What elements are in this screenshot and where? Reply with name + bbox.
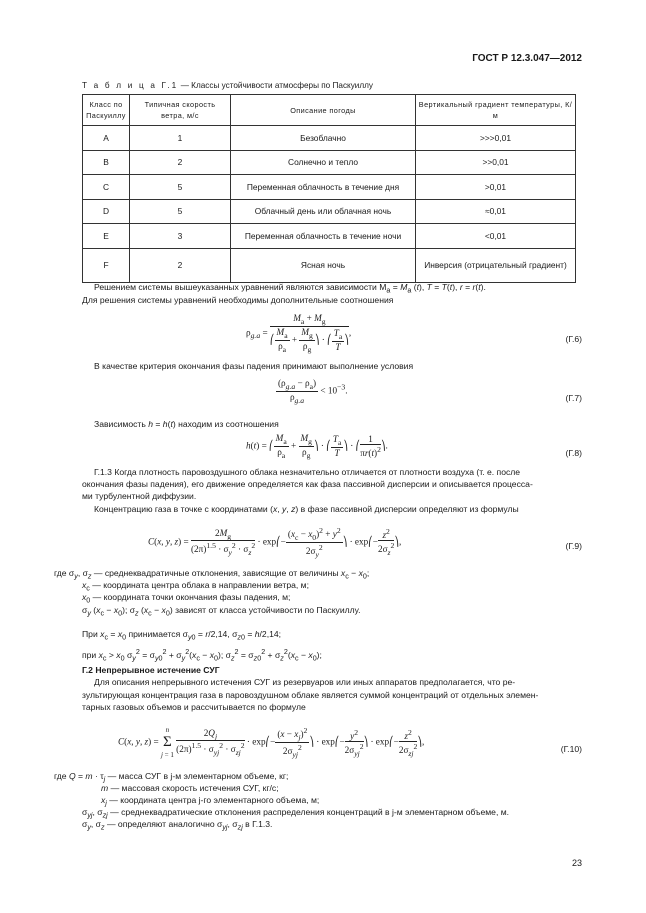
paragraph-continuous-2: зультирующая концентрация газа в паровоздушном облаке является суммой концентраций от отдельных элемен- [82, 690, 539, 700]
table-caption: Т а б л и ц а Г.1 — Классы устойчивости атмосферы по Паскуиллу [82, 81, 374, 90]
table-row: A 1 Безоблачно >>>0,01 [83, 126, 576, 151]
paragraph-g13-line3: ми турбулентной диффузии. [82, 491, 197, 501]
paragraph-height: Зависимость h = h(t) находим из соотношения [94, 419, 279, 429]
table-row: B 2 Солнечно и тепло >>0,01 [83, 150, 576, 175]
def-m: m — массовая скорость истечения СУГ, кг/с; [101, 783, 279, 793]
paragraph-g13-line2: окончания фазы падения), его движение определяется как фаза пассивной дисперсии и описывается процесса- [82, 479, 533, 489]
def-q: где $Q = m \cdot \tau_j$ — масса СУГ в j-м элементарном объеме, кг; [54, 771, 289, 784]
equation-g7: $\frac{(\rho_{g.a} - \rho_a)}{\rho_{g.a}}$ < $10^{-3}$. [278, 378, 348, 405]
where-x0: $x_0$ — координата точки окончания фазы падения, м; [82, 592, 291, 605]
def-sigma: $\sigma_{yj}$, $\sigma_{zj}$ — среднеквадратические отклонения распределения концентраций в j-м элементарном объеме, м. [82, 807, 510, 820]
paragraph-relations: Для решения системы уравнений необходимы дополнительные соотношения [82, 295, 394, 305]
section-heading: Г.2 Непрерывное истечение СУГ [82, 665, 220, 675]
table-row: C 5 Переменная облачность в течение дня >0,01 [83, 175, 576, 200]
paragraph-continuous-3: тарных газовых объемов и рассчитывается по формуле [82, 702, 306, 712]
col-header-gradient: Вертикальный градиент температуры, К/м [416, 95, 576, 126]
equation-number: (Г.9) [565, 541, 582, 551]
equation-number: (Г.8) [565, 448, 582, 458]
col-header-weather: Описание погоды [231, 95, 416, 126]
where-sigma: где $\sigma_y$, $\sigma_z$ — среднеквадратичные отклонения, зависящие от величины $x_c - x_0$; [54, 568, 370, 581]
col-header-wind: Типичная скорость ветра, м/с [130, 95, 231, 126]
paragraph-continuous-1: Для описания непрерывного истечения СУГ из резервуаров или иных аппаратов предполагается, что ре- [94, 677, 516, 687]
equation-g6: $\rho_{g.a}$ = $M_a + M_g$ ⎛ $\frac{M_a}{\rho_a}$ + $\frac{M_g}{\rho_g}$ ⎞ · ⎛ $\frac{T_a}{T}$ ⎞ , [246, 313, 352, 354]
equation-g10: C(x, y, z) = n Σ j = 1 $\frac{2Q_j}{(2\pi)^{1.5} \cdot \sigma_{yj}^2 \cdot \sigma_{zj}^2}$ · exp⎛− $\frac{(x - x_j)^2}{2\sigma_{yj}^2}$ ⎞ · exp⎛− $\frac{y^2}{2\sigma_{yj}^2}$ ⎞ · exp⎛− $\frac{z^2}{2\sigma_{zj}^2}$ ⎞, [118, 726, 425, 759]
col-header-class: Класс по Паскуиллу [83, 95, 130, 126]
where-xc: $x_c$ — координата центра облака в направлении ветра, м; [82, 580, 309, 593]
condition-eq: При $x_c = x_0$ принимается $\sigma_{y0} = r/2,14$, $\sigma_{z0} = h/2,14$; [82, 629, 282, 642]
equation-number: (Г.7) [565, 393, 582, 403]
paragraph-concentration: Концентрацию газа в точке с координатами (x, y, z) в фазе пассивной дисперсии определяют из формулы [94, 504, 519, 514]
pasquill-table [82, 94, 576, 283]
page-number: 23 [571, 858, 582, 868]
paragraph-criterion: В качестве критерия окончания фазы падения принимают выполнение условия [94, 361, 414, 371]
equation-number: (Г.10) [560, 744, 582, 754]
document-id: ГОСТ Р 12.3.047—2012 [472, 53, 582, 64]
table-row: E 3 Переменная облачность в течение ночи <0,01 [83, 224, 576, 249]
where-pasquill: $\sigma_y$ $(x_c - x_0)$; $\sigma_z$ $(x_c - x_0)$ зависят от класса устойчивости по Паскуиллу. [82, 605, 361, 618]
equation-number: (Г.6) [565, 334, 582, 344]
paragraph-solution: Решением системы вышеуказанных уравнений являются зависимости $M_a = M_a$ (t), T = T(t), r = r(t). [94, 282, 486, 295]
equation-g8: h(t) = ⎛ $\frac{M_a}{\rho_a}$ + $\frac{M_g}{\rho_g}$ ⎞ · ⎛ $\frac{T_a}{T}$ ⎞ · ⎛ $\frac{1}{\pi r(t)^2}$ ⎞. [246, 433, 388, 460]
equation-g9: C(x, y, z) = $\frac{2M_g}{(2\pi)^{1.5} \cdot \sigma_y^2 \cdot \sigma_z^2}$ · exp⎛− $\frac{(x_c - x_0)^2 + y^2}{2\sigma_y^2}$ ⎞ · exp⎛− $\frac{z^2}{2\sigma_z^2}$ ⎞, [148, 526, 402, 559]
table-row: D 5 Облачный день или облачная ночь ≈0,01 [83, 199, 576, 224]
paragraph-g13-line1: Г.1.3 Когда плотность паровоздушного облака незначительно отличается от плотности воздуха (т. е. после [94, 467, 521, 477]
table-row: F 2 Ясная ночь Инверсия (отрицательный градиент) [83, 248, 576, 282]
condition-gt: при $x_c > x_0$ $\sigma_y^2 = \sigma_{y0}^2 + \sigma_y^2(x_c - x_0)$; $\sigma_z^2 = \sigma_{z0}^2 + \sigma_z^2(x_c - x_0)$; [82, 648, 322, 663]
def-analog: $\sigma_y$, $\sigma_z$ — определяют аналогично $\sigma_{yj}$, $\sigma_{zj}$ в Г.1.3. [82, 819, 273, 832]
def-xj: $x_j$ — координата центра j-го элементарного объема, м; [101, 795, 320, 808]
